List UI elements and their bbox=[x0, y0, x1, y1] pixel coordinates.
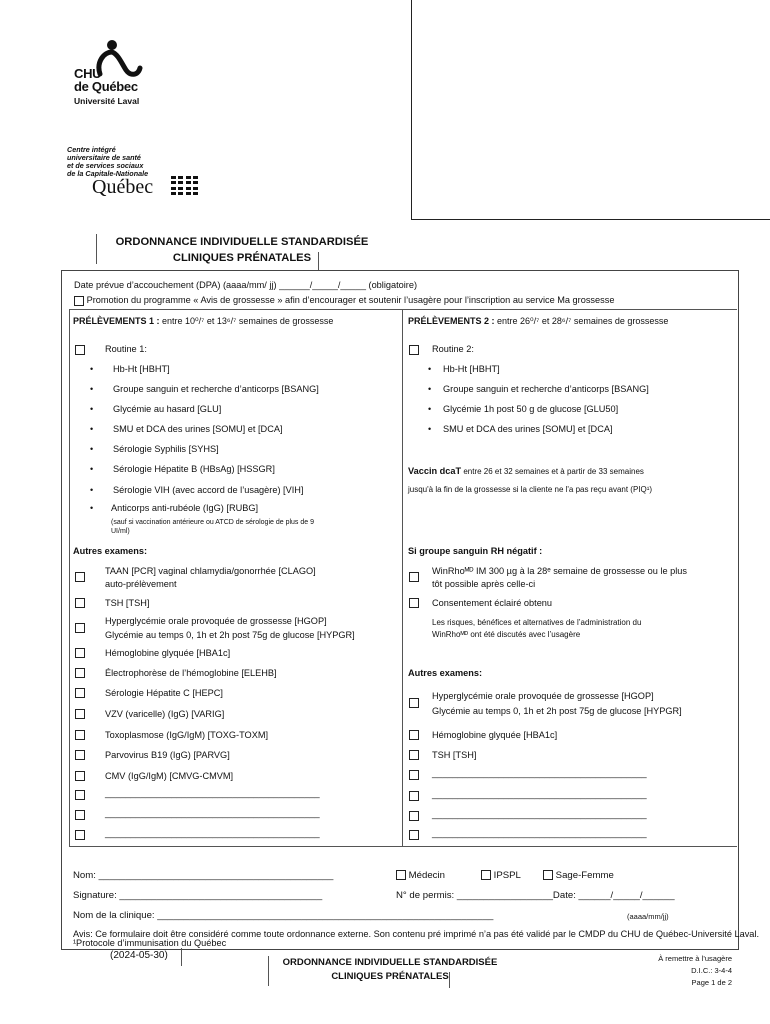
blank-checkbox[interactable] bbox=[409, 770, 419, 780]
prelevements2-header bbox=[408, 316, 668, 327]
routine1-item: Sérologie VIH (avec accord de l’usagère) [VIH] bbox=[113, 485, 304, 495]
note-line: UI/ml) bbox=[111, 528, 130, 535]
exam-label: Glycémie au temps 0, 1h et 2h post 75g de glucose [HYPGR] bbox=[105, 630, 355, 640]
vaccin-line2: jusqu'à la fin de la grossesse si la cliente ne l'a pas reçu avant (PIQ¹) bbox=[408, 485, 653, 494]
form-title bbox=[97, 234, 387, 266]
logo-line2: de Québec bbox=[74, 79, 138, 94]
bullet-icon: • bbox=[428, 404, 432, 414]
routine2-item: Groupe sanguin et recherche d’anticorps [BSANG] bbox=[443, 384, 649, 394]
exam-checkbox[interactable] bbox=[75, 750, 85, 760]
divider bbox=[449, 972, 450, 988]
blank-checkbox[interactable] bbox=[75, 790, 85, 800]
exam-label: CMV (IgG/IgM) [CMVG-CMVM] bbox=[105, 771, 234, 781]
routine1-label: Routine 1: bbox=[105, 344, 147, 354]
routine2-item: Glycémie 1h post 50 g de glucose [GLU50] bbox=[443, 404, 619, 414]
page-number: Page 1 de 2 bbox=[691, 978, 732, 987]
promo-checkbox[interactable] bbox=[74, 296, 84, 306]
exam-checkbox[interactable] bbox=[409, 750, 419, 760]
blank-line[interactable]: __________________________________________ bbox=[105, 828, 320, 838]
blank-checkbox[interactable] bbox=[409, 811, 419, 821]
exam-label: TSH [TSH] bbox=[432, 750, 477, 760]
routine1-item: SMU et DCA des urines [SOMU] et [DCA] bbox=[113, 424, 283, 434]
version-date: (2024-05-30) bbox=[110, 950, 168, 961]
exam-checkbox[interactable] bbox=[75, 730, 85, 740]
blank-line[interactable]: __________________________________________ bbox=[432, 789, 647, 799]
header-rest: entre 10⁰/⁷ et 13⁶/⁷ semaines de grossesse bbox=[159, 316, 334, 326]
exam-checkbox[interactable] bbox=[75, 771, 85, 781]
bullet-icon: • bbox=[428, 424, 432, 434]
exam-checkbox[interactable] bbox=[75, 598, 85, 608]
rh-note: WinRhoᴹᴰ ont été discutés avec l’usagère bbox=[432, 630, 581, 639]
sage-femme-label: Sage-Femme bbox=[555, 870, 614, 881]
routine1-item: Hb-Ht [HBHT] bbox=[113, 364, 170, 374]
exam-checkbox[interactable] bbox=[75, 648, 85, 658]
prescriber-name-field[interactable]: Nom: ____________________________________________ bbox=[73, 870, 334, 881]
title-line1: ORDONNANCE INDIVIDUELLE STANDARDISÉE bbox=[115, 236, 369, 248]
permis-date-field[interactable]: N° de permis: __________________Date: ______/_____/______ bbox=[396, 890, 675, 901]
column-divider bbox=[402, 310, 403, 846]
routine1-checkbox[interactable] bbox=[75, 345, 85, 355]
exam-label: Hyperglycémie orale provoquée de grossesse [HGOP] bbox=[105, 616, 327, 626]
ipspl-label: IPSPL bbox=[493, 870, 521, 881]
quebec-wordmark: Québec bbox=[92, 176, 154, 198]
header-rest: entre 26⁰/⁷ et 28⁶/⁷ semaines de grossesse bbox=[494, 316, 669, 326]
divider bbox=[96, 234, 97, 264]
exam-checkbox[interactable] bbox=[75, 688, 85, 698]
dpa-field[interactable]: Date prévue d’accouchement (DPA) (aaaa/mm/ jj) ______/_____/_____ (obligatoire) bbox=[74, 280, 418, 290]
exam-label: Électrophorèse de l’hémoglobine [ELEHB] bbox=[105, 668, 277, 678]
remettre-note: À remettre à l’usagère bbox=[658, 954, 732, 963]
bullet-icon: • bbox=[90, 444, 94, 454]
blank-line[interactable]: __________________________________________ bbox=[105, 788, 320, 798]
vaccin-dcat bbox=[408, 466, 644, 477]
bullet-icon: • bbox=[90, 464, 94, 474]
exam-label: Hémoglobine glyquée [HBA1c] bbox=[105, 648, 231, 658]
exam-label: auto-prélèvement bbox=[105, 579, 177, 589]
header-bold: PRÉLÈVEMENTS 1 : bbox=[73, 316, 160, 326]
bullet-icon: • bbox=[90, 485, 94, 495]
bullet-icon: • bbox=[90, 404, 94, 414]
routine1-item: Sérologie Syphilis [SYHS] bbox=[113, 444, 219, 454]
ciusss-line: de la Capitale-Nationale bbox=[67, 169, 149, 178]
bullet-icon: • bbox=[428, 364, 432, 374]
vaccin-rest: entre 26 et 32 semaines et à partir de 33 semaines bbox=[461, 467, 644, 476]
routine1-item: Glycémie au hasard [GLU] bbox=[113, 404, 222, 414]
ciusss-line: et de services sociaux bbox=[67, 161, 144, 170]
bullet-icon: • bbox=[428, 384, 432, 394]
note-line: (sauf si vaccination antérieure ou ATCD de sérologie de plus de 9 bbox=[111, 519, 314, 526]
header-bold: PRÉLÈVEMENTS 2 : bbox=[408, 316, 495, 326]
sage-femme-option[interactable] bbox=[543, 870, 614, 881]
routine2-item: Hb-Ht [HBHT] bbox=[443, 364, 500, 374]
divider bbox=[181, 948, 182, 966]
promo-label: Promotion du programme « Avis de grossesse » afin d’encourager et soutenir l’usagère pour l’inscription au service Ma grossesse bbox=[86, 295, 615, 305]
logo-line1: CHU bbox=[74, 66, 102, 81]
medecin-checkbox[interactable] bbox=[396, 870, 406, 880]
vaccin-bold: Vaccin dcaT bbox=[408, 466, 462, 476]
fleur-de-lys-icon bbox=[171, 187, 183, 195]
exam-label: Toxoplasmose (IgG/IgM) [TOXG-TOXM] bbox=[105, 730, 269, 740]
fleur-de-lys-icon bbox=[186, 187, 198, 195]
right-autres-title: Autres examens: bbox=[408, 668, 483, 678]
date-format-hint: (aaaa/mm/jj) bbox=[627, 912, 669, 921]
footer-title-line: ORDONNANCE INDIVIDUELLE STANDARDISÉE bbox=[282, 957, 498, 968]
routine1-item: Anticorps anti-rubéole (IgG) [RUBG] bbox=[111, 503, 259, 513]
ciusss-name bbox=[67, 146, 148, 178]
divider bbox=[268, 956, 269, 986]
blank-checkbox[interactable] bbox=[409, 830, 419, 840]
winrho-checkbox[interactable] bbox=[409, 572, 419, 582]
blank-line[interactable]: __________________________________________ bbox=[432, 809, 647, 819]
exam-checkbox[interactable] bbox=[75, 709, 85, 719]
clinic-name-field[interactable]: Nom de la clinique: _______________________________________________________________ bbox=[73, 910, 494, 921]
bullet-icon: • bbox=[90, 503, 94, 513]
routine2-checkbox[interactable] bbox=[409, 345, 419, 355]
rh-title: Si groupe sanguin RH négatif : bbox=[408, 546, 543, 556]
fleur-de-lys-icon bbox=[186, 176, 198, 184]
prelevements1-header bbox=[73, 316, 333, 327]
ciusss-line: Centre intégré bbox=[67, 145, 116, 154]
rh-note: Les risques, bénéfices et alternatives de l’administration du bbox=[432, 618, 642, 627]
medecin-option[interactable] bbox=[396, 870, 445, 881]
footer-meta bbox=[620, 953, 732, 989]
signature-field[interactable]: Signature: ______________________________________ bbox=[73, 890, 323, 901]
sage-femme-checkbox[interactable] bbox=[543, 870, 553, 880]
logo-line3: Université Laval bbox=[74, 96, 140, 106]
routine1-item: Sérologie Hépatite B (HBsAg) [HSSGR] bbox=[113, 464, 275, 474]
divider bbox=[69, 309, 70, 846]
routine1-item: Groupe sanguin et recherche d’anticorps [BSANG] bbox=[113, 384, 319, 394]
ipspl-option[interactable] bbox=[481, 870, 521, 881]
ipspl-checkbox[interactable] bbox=[481, 870, 491, 880]
protocole-note: ¹Protocole d’immunisation du Québec bbox=[73, 938, 227, 948]
footer-title-line: CLINIQUES PRÉNATALES bbox=[331, 971, 449, 982]
exam-checkbox[interactable] bbox=[75, 572, 85, 582]
bullet-icon: • bbox=[90, 384, 94, 394]
avis-note: Avis: Ce formulaire doit être considéré comme toute ordonnance externe. Son contenu pré imprimé n’a pas été validé par le CMDP du CHU de Québec-Université Laval. bbox=[73, 929, 760, 939]
ciusss-line: universitaire de santé bbox=[67, 153, 141, 162]
consent-checkbox[interactable] bbox=[409, 598, 419, 608]
divider bbox=[69, 309, 737, 310]
winrho-label: WinRhoᴹᴰ IM 300 µg à la 28ᵉ semaine de grossesse ou le plus bbox=[432, 566, 687, 576]
winrho-label: tôt possible après celle-ci bbox=[432, 579, 536, 589]
exam-label: TSH [TSH] bbox=[105, 598, 150, 608]
consent-label: Consentement éclairé obtenu bbox=[432, 598, 553, 608]
blank-line[interactable]: __________________________________________ bbox=[105, 808, 320, 818]
blank-checkbox[interactable] bbox=[75, 810, 85, 820]
exam-label: Parvovirus B19 (IgG) [PARVG] bbox=[105, 750, 230, 760]
divider bbox=[69, 846, 737, 847]
dic-code: D.I.C.: 3-4-4 bbox=[691, 966, 732, 975]
exam-label: Hyperglycémie orale provoquée de grossesse [HGOP] bbox=[432, 691, 654, 701]
blank-line[interactable]: __________________________________________ bbox=[432, 828, 647, 838]
blank-checkbox[interactable] bbox=[409, 791, 419, 801]
routine2-item: SMU et DCA des urines [SOMU] et [DCA] bbox=[443, 424, 613, 434]
exam-checkbox[interactable] bbox=[75, 668, 85, 678]
fleur-de-lys-icon bbox=[171, 176, 183, 184]
footer-title bbox=[265, 956, 515, 984]
promo-option[interactable] bbox=[74, 295, 614, 306]
routine2-label: Routine 2: bbox=[432, 344, 474, 354]
medecin-label: Médecin bbox=[408, 870, 445, 881]
bullet-icon: • bbox=[90, 424, 94, 434]
blank-line[interactable]: __________________________________________ bbox=[432, 768, 647, 778]
exam-label: TAAN [PCR] vaginal chlamydia/gonorrhée [CLAGO] bbox=[105, 566, 316, 576]
exam-label: VZV (varicelle) (IgG) [VARIG] bbox=[105, 709, 225, 719]
exam-label: Glycémie au temps 0, 1h et 2h post 75g de glucose [HYPGR] bbox=[432, 706, 682, 716]
blank-checkbox[interactable] bbox=[75, 830, 85, 840]
exam-checkbox[interactable] bbox=[409, 730, 419, 740]
divider bbox=[318, 252, 319, 270]
title-line2: CLINIQUES PRÉNATALES bbox=[172, 252, 312, 264]
patient-id-box[interactable] bbox=[411, 0, 770, 220]
rubeole-note bbox=[111, 518, 314, 536]
exam-label: Sérologie Hépatite C [HEPC] bbox=[105, 688, 223, 698]
chu-logo bbox=[70, 38, 160, 110]
exam-checkbox[interactable] bbox=[75, 623, 85, 633]
exam-checkbox[interactable] bbox=[409, 698, 419, 708]
left-autres-title: Autres examens: bbox=[73, 546, 148, 556]
exam-label: Hémoglobine glyquée [HBA1c] bbox=[432, 730, 558, 740]
bullet-icon: • bbox=[90, 364, 94, 374]
